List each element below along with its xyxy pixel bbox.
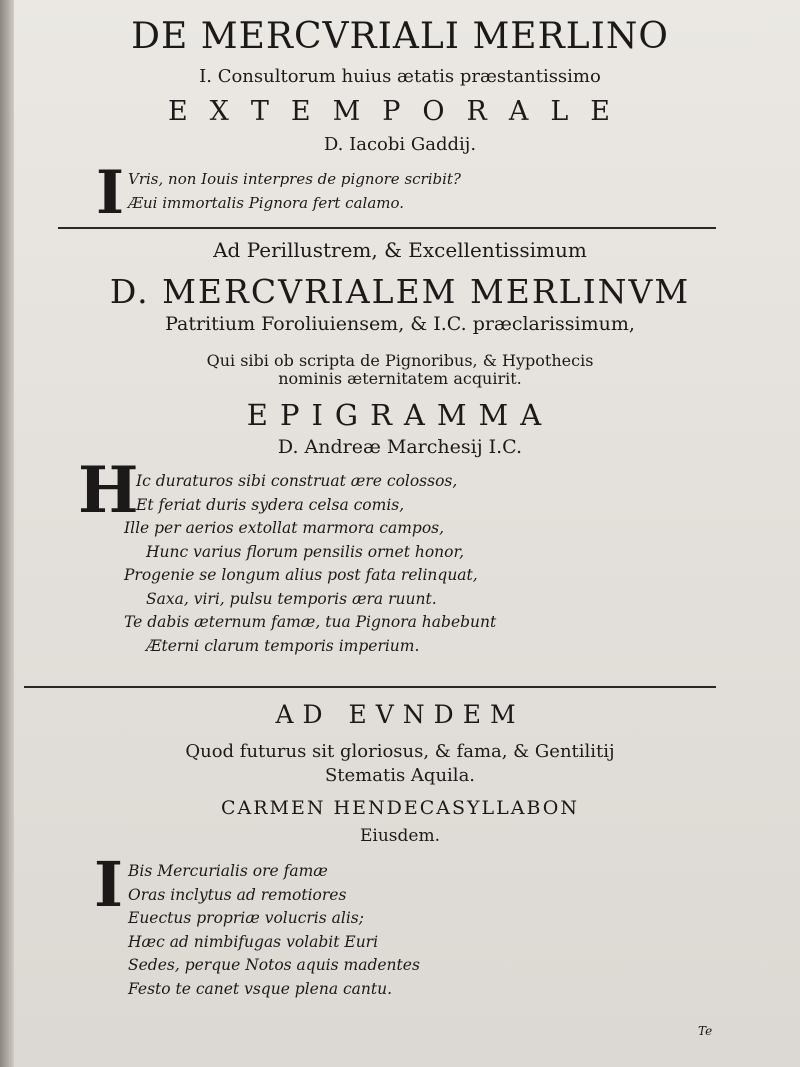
page-subtitle: I. Consultorum huius ætatis præstantissimo <box>199 66 601 87</box>
divider-rule <box>24 686 716 688</box>
ad-eundem-heading: AD EVNDEM <box>275 700 525 729</box>
divider-rule <box>58 227 716 229</box>
verse-line: Ic duraturos sibi construat ære colossos, <box>136 472 458 490</box>
dedication-line: Patritium Foroliuiensem, & I.C. præclarissimum, <box>165 313 635 335</box>
ad-eundem-lines <box>30 740 770 788</box>
verse-line: Hæc ad nimbifugas volabit Euri <box>128 932 379 951</box>
catchword: Te <box>698 1024 713 1038</box>
dedication-line: Qui sibi ob scripta de Pignoribus, & Hypothecis <box>206 351 594 370</box>
epigram-author: D. Andreæ Marchesij I.C. <box>277 436 523 458</box>
carmen-heading: CARMEN HENDECASYLLABON <box>220 797 579 819</box>
verse-line: Oras inclytus ad remotiores <box>128 885 347 904</box>
carmen-verse <box>128 860 420 1001</box>
verse-line: Et feriat duris sydera celsa comis, <box>136 495 405 514</box>
ad-eundem-line: Quod futurus sit gloriosus, & fama, & Gentilitij <box>185 741 615 762</box>
verse-line: Hunc varius florum pensilis ornet honor, <box>146 542 465 561</box>
verse-line: Bis Mercurialis ore famæ <box>128 862 328 880</box>
carmen-author: Eiusdem. <box>360 826 440 846</box>
epigram-verse <box>124 470 496 658</box>
page-title: DE MERCVRIALI MERLINO <box>131 16 669 57</box>
dedication-lines <box>30 352 770 388</box>
verse-line: Saxa, viri, pulsu temporis æra ruunt. <box>146 589 437 608</box>
book-binding-edge <box>0 0 14 1067</box>
verse-line: Ille per aerios extollat marmora campos, <box>124 519 445 537</box>
header-author: D. Iacobi Gaddij. <box>323 134 477 155</box>
verse-line: Æui immortalis Pignora fert calamo. <box>128 194 405 212</box>
dedication-line: nominis æternitatem acquirit. <box>278 369 522 388</box>
verse-line: Sedes, perque Notos aquis madentes <box>128 956 420 974</box>
couplet-initial: I <box>96 158 125 228</box>
dedication-name: D. MERCVRIALEM MERLINVM <box>109 272 691 311</box>
dedication-line: Ad Perillustrem, & Excellentissimum <box>213 238 587 262</box>
verse-line: Te dabis æternum famæ, tua Pignora habebunt <box>124 613 497 631</box>
epigramma-heading: EPIGRAMMA <box>246 398 554 432</box>
verse-line: Euectus propriæ volucris alis; <box>128 909 364 927</box>
verse-line: Æterni clarum temporis imperium. <box>146 636 420 655</box>
verse-line: Festo te canet vsque plena cantu. <box>128 979 393 998</box>
carmen-initial: I <box>94 848 124 921</box>
epigram-initial: H <box>78 453 139 528</box>
verse-line: Progenie se longum alius post fata relinquat, <box>124 566 478 584</box>
extemporale-heading: EXTEMPORALE <box>167 96 633 127</box>
ad-eundem-line: Stematis Aquila. <box>324 765 476 786</box>
verse-line: Vris, non Iouis interpres de pignore scribit? <box>128 170 461 188</box>
couplet-verse <box>128 167 461 215</box>
